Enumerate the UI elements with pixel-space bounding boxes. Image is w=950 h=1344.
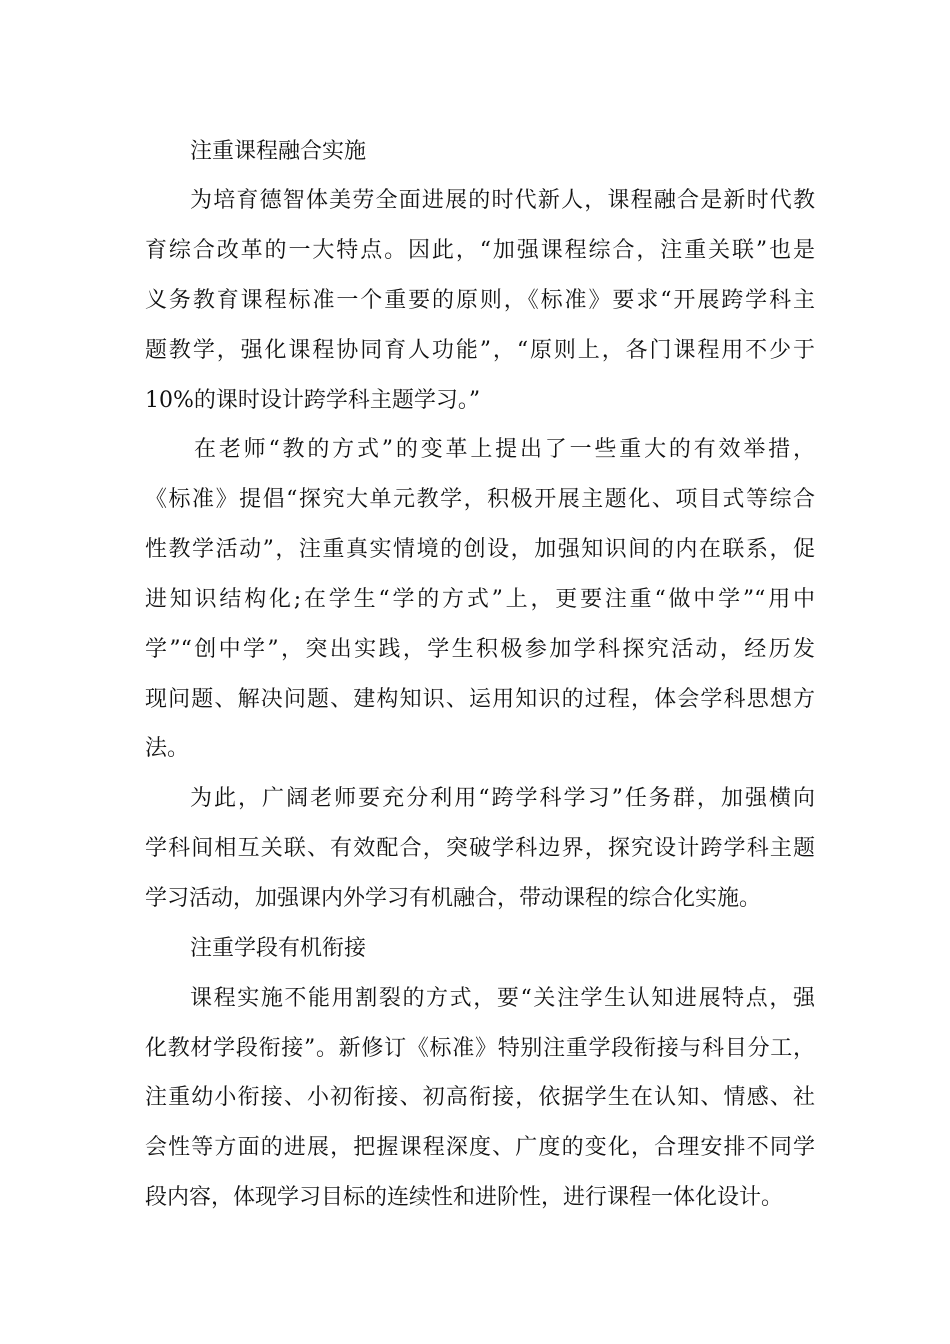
paragraph-line: 段内容，体现学习目标的连续性和进阶性，进行课程一体化设计。 [145, 1185, 784, 1210]
paragraph-line: 为此，广阔老师要充分利用“跨学科学习”任务群，加强横向 [190, 786, 815, 811]
paragraph-line: 在老师“教的方式”的变革上提出了一些重大的有效举措， [194, 437, 815, 462]
paragraph-line: 为培育德智体美劳全面进展的时代新人，课程融合是新时代教 [190, 188, 815, 213]
paragraph-line: 进知识结构化;在学生“学的方式”上，更要注重“做中学”“用中 [145, 587, 815, 612]
paragraph-line: 题教学，强化课程协同育人功能”，“原则上，各门课程用不少于 [145, 338, 815, 363]
paragraph-line: 学科间相互关联、有效配合，突破学科边界，探究设计跨学科主题 [145, 836, 815, 861]
paragraph-line: 现问题、解决问题、建构知识、运用知识的过程，体会学科思想方 [145, 687, 815, 712]
paragraph-line: 《标准》提倡“探究大单元教学，积极开展主题化、项目式等综合 [145, 487, 815, 512]
paragraph-line: 义务教育课程标准一个重要的原则，《标准》要求“开展跨学科主 [145, 288, 815, 313]
section-heading-stage-connection: 注重学段有机衔接 [190, 936, 367, 961]
paragraph-line: 育综合改革的一大特点。因此，“加强课程综合，注重关联”也是 [145, 238, 815, 263]
paragraph-line: 学”“创中学”，突出实践，学生积极参加学科探究活动，经历发 [145, 637, 815, 662]
section-heading-course-integration: 注重课程融合实施 [190, 139, 367, 164]
paragraph-line: 课程实施不能用割裂的方式，要“关注学生认知进展特点，强 [190, 986, 815, 1011]
paragraph-line: 法。 [145, 736, 190, 761]
paragraph-line: 性教学活动”，注重真实情境的创设，加强知识间的内在联系，促 [145, 537, 815, 562]
paragraph-line: 注重幼小衔接、小初衔接、初高衔接，依据学生在认知、情感、社 [145, 1085, 815, 1110]
paragraph-line: 化教材学段衔接”。新修订《标准》特别注重学段衔接与科目分工， [145, 1036, 815, 1061]
paragraph-line: 会性等方面的进展，把握课程深度、广度的变化，合理安排不同学 [145, 1135, 815, 1160]
paragraph-line: 学习活动，加强课内外学习有机融合，带动课程的综合化实施。 [145, 886, 762, 911]
paragraph-line: 10%的课时设计跨学科主题学习。” [145, 388, 481, 413]
